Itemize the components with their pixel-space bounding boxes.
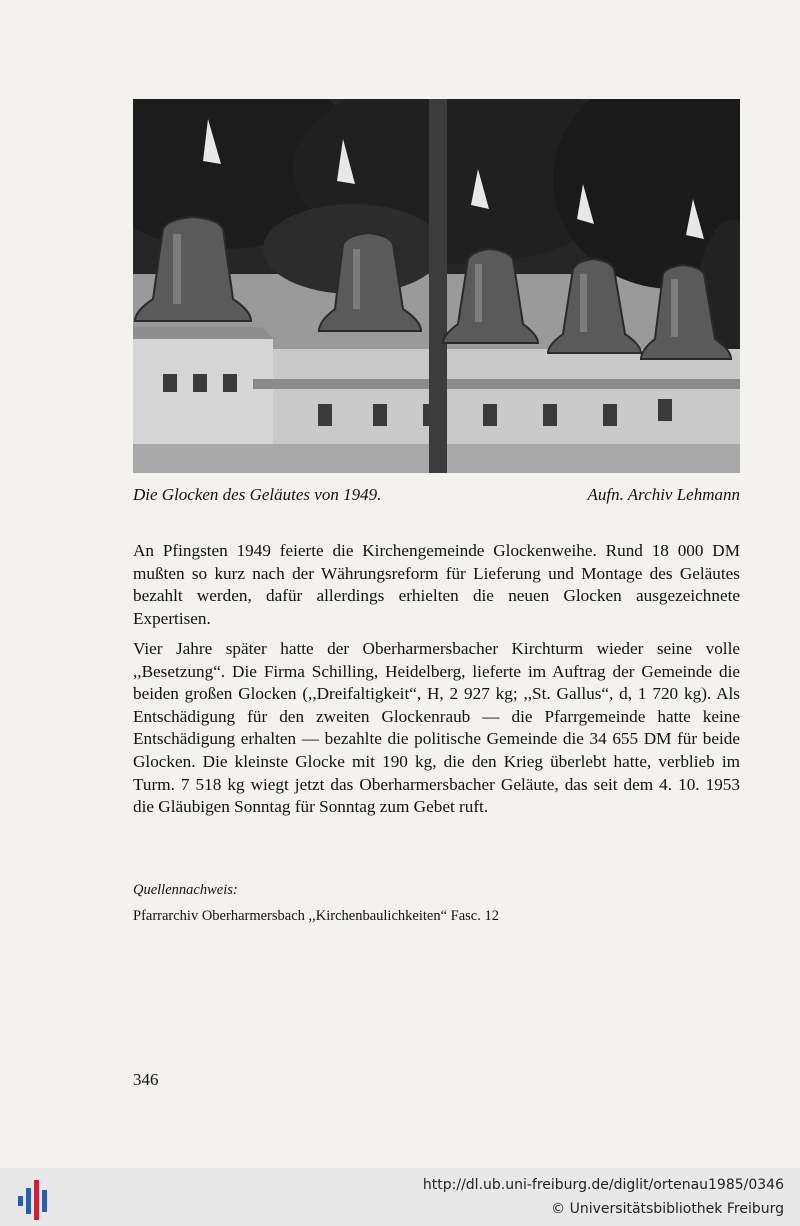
ub-freiburg-logo-icon [14, 1178, 54, 1220]
paragraph-1: An Pfingsten 1949 feierte die Kirchengemeinde Glockenweihe. Rund 18 000 DM mußten so kurz nach der Währungsreform für Lieferung und Montage des Geläutes bezahlt werden, dafür allerdings erhielten die neuen Glocken ausgezeichnete Expertisen. [133, 541, 740, 628]
paragraph-2: Vier Jahre später hatte der Oberharmersbacher Kirchturm wieder seine volle ,,Besetzung“. Die Firma Schilling, Heidelberg, lieferte im Auftrag der Gemeinde die beiden großen Glocken (,,Dreifaltigkeit“, H, 2 927 kg; ,,St. Gallus“, d, 1 720 kg). Als Entschädigung für den zweiten Glockenraub — die Pfarrgemeinde hatte keine Entschädigung erhalten — bezahlte die politische Gemeinde die 34 655 DM für beide Glocken. Die kleinste Glocke mit 190 kg, die den Krieg überlebt hatte, verblieb im Turm. 7 518 kg wiegt jetzt das Oberharmersbacher Geläute, das seit dem 4. 10. 1953 die Gläubigen Sonntag für Sonntag zum Gebet ruft. [133, 639, 740, 817]
sources-label: Quellennachweis: [133, 882, 238, 898]
caption-title: Die Glocken des Geläutes von 1949. [133, 485, 382, 504]
photo-caption [133, 484, 740, 506]
caption-credit: Aufn. Archiv Lehmann [587, 485, 740, 504]
bells-photograph [133, 99, 740, 473]
viewer-footer [0, 1168, 800, 1226]
source-url-link[interactable]: http://dl.ub.uni-freiburg.de/diglit/ortenau1985/0346 [422, 1177, 784, 1193]
page-number: 346 [133, 1070, 159, 1089]
sources-entry: Pfarrarchiv Oberharmersbach ,,Kirchenbaulichkeiten“ Fasc. 12 [133, 908, 499, 924]
copyright-notice: © Universitätsbibliothek Freiburg [551, 1201, 784, 1217]
